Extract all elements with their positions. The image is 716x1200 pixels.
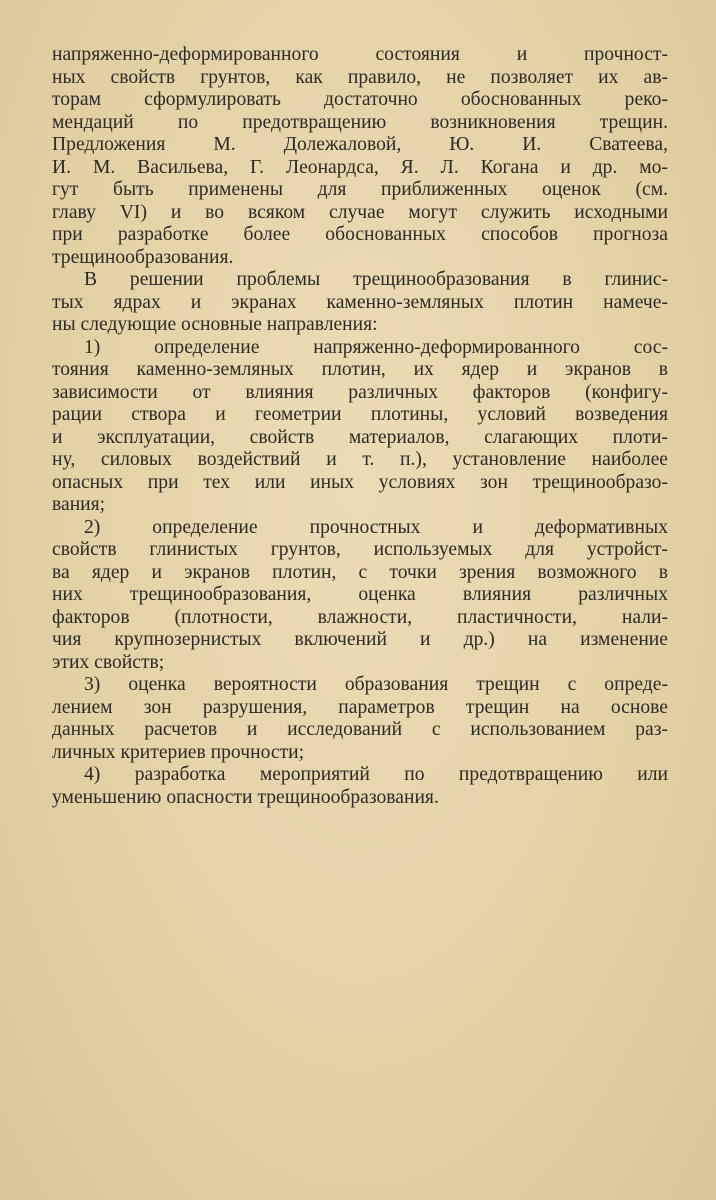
text-line: Предложения М. Долежаловой, Ю. И. Сватеева,	[52, 134, 668, 155]
text-line: личных критериев прочности;	[52, 741, 305, 763]
text-line: ных свойств грунтов, как правило, не позволяет их ав-	[52, 66, 668, 88]
text-line: В решении проблемы трещинообразования в глинис-	[84, 269, 668, 290]
text-line: 2) определение прочностных и деформативных	[84, 516, 668, 538]
text-line: главу VI) и во всяком случае могут служить исходными	[52, 201, 668, 223]
text-line: напряженно-деформированного состояния и прочност-	[52, 44, 668, 65]
text-line: тояния каменно-земляных плотин, их ядер и экранов в	[52, 359, 668, 380]
text-line: гут быть применены для приближенных оценок (см.	[52, 179, 668, 200]
text-line: лением зон разрушения, параметров трещин на основе	[52, 696, 668, 718]
body-text	[52, 44, 668, 809]
text-line: торам сформулировать достаточно обоснованных реко-	[52, 89, 668, 110]
text-line: И. М. Васильева, Г. Леонардса, Я. Л. Когана и др. мо-	[52, 156, 668, 178]
text-line: этих свойств;	[52, 651, 165, 673]
text-line: уменьшению опасности трещинообразования.	[52, 786, 439, 808]
text-line: трещинообразования.	[52, 246, 234, 268]
text-line: свойств глинистых грунтов, используемых для устройст-	[52, 539, 668, 560]
text-line: рации створа и геометрии плотины, условий возведения	[52, 404, 668, 425]
text-line: при разработке более обоснованных способов прогноза	[52, 224, 668, 245]
text-line: зависимости от влияния различных факторов (конфигу-	[52, 381, 668, 403]
text-line: 4) разработка мероприятий по предотвращению или	[84, 764, 668, 785]
text-line: вания;	[52, 494, 106, 515]
text-line: ну, силовых воздействий и т. п.), установление наиболее	[52, 449, 668, 470]
text-line: тых ядрах и экранах каменно-земляных плотин намече-	[52, 291, 668, 313]
text-line: них трещинообразования, оценка влияния различных	[52, 584, 668, 605]
text-line: и эксплуатации, свойств материалов, слагающих плоти-	[52, 426, 668, 448]
text-line: опасных при тех или иных условиях зон трещинообразо-	[52, 471, 668, 493]
text-line: мендаций по предотвращению возникновения трещин.	[52, 111, 668, 133]
text-line: 1) определение напряженно-деформированного сос-	[84, 336, 668, 358]
text-line: чия крупнозернистых включений и др.) на изменение	[52, 629, 668, 650]
text-line: данных расчетов и исследований с использованием раз-	[52, 719, 668, 740]
text-line: ва ядер и экранов плотин, с точки зрения возможного в	[52, 561, 668, 583]
text-line: 3) оценка вероятности образования трещин с опреде-	[84, 674, 668, 695]
text-line: факторов (плотности, влажности, пластичности, нали-	[52, 606, 668, 628]
text-line: ны следующие основные направления:	[52, 314, 378, 335]
